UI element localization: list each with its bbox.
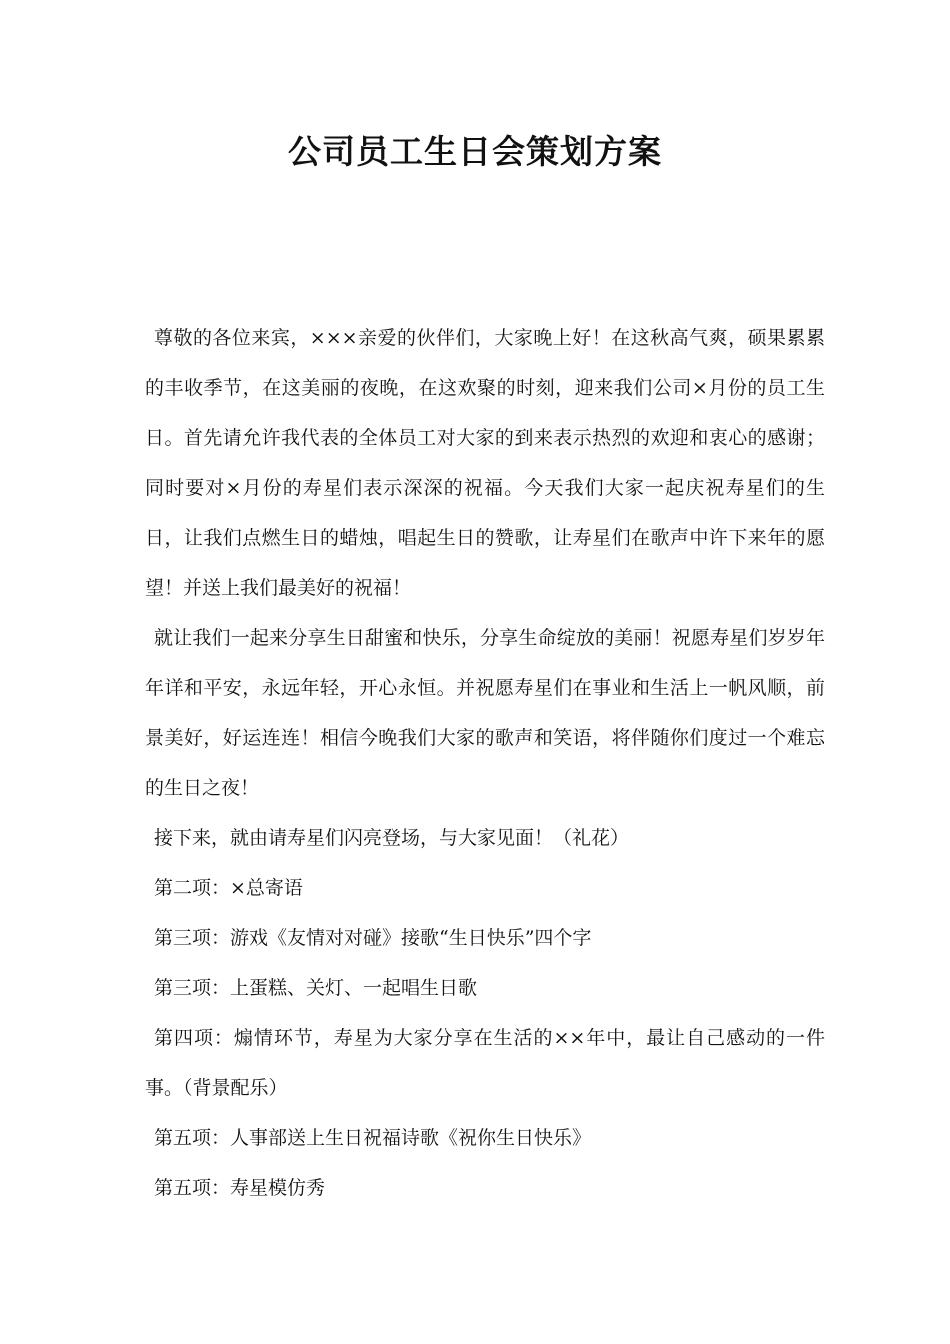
agenda-item-5-show: 第五项：寿星模仿秀 [154,1177,326,1199]
document-title: 公司员工生日会策划方案 [288,132,662,171]
agenda-item-3-cake: 第三项：上蛋糕、关灯、一起唱生日歌 [154,977,478,999]
agenda-item-4: 第四项：煽情环节，寿星为大家分享在生活的××年中，最让自己感动的一件事。（背景配乐） [145,1027,825,1099]
paragraph-wishes: 就让我们一起来分享生日甜蜜和快乐，分享生命绽放的美丽！祝愿寿星们岁岁年年详和平安，永远年轻，开心永恒。并祝愿寿星们在事业和生活上一帆风顺，前景美好，好运连连！相信今晚我们大家的歌声和笑语，将伴随你们度过一个难忘的生日之夜！ [145,627,825,799]
agenda-item-2: 第二项：×总寄语 [154,877,303,899]
document-body [145,313,825,1213]
paragraph-entrance: 接下来，就由请寿星们闪亮登场，与大家见面！（礼花） [154,827,630,849]
paragraph-welcome: 尊敬的各位来宾，×××亲爱的伙伴们，大家晚上好！在这秋高气爽，硕果累累的丰收季节，在这美丽的夜晚，在这欢聚的时刻，迎来我们公司×月份的员工生日。首先请允许我代表的全体员工对大家的到来表示热烈的欢迎和衷心的感谢；同时要对×月份的寿星们表示深深的祝福。今天我们大家一起庆祝寿星们的生日，让我们点燃生日的蜡烛，唱起生日的赞歌，让寿星们在歌声中许下来年的愿望！并送上我们最美好的祝福！ [145,327,825,599]
agenda-item-5-poem: 第五项：人事部送上生日祝福诗歌《祝你生日快乐》 [154,1127,592,1149]
agenda-item-3-game: 第三项：游戏《友情对对碰》接歌“生日快乐”四个字 [154,927,592,949]
